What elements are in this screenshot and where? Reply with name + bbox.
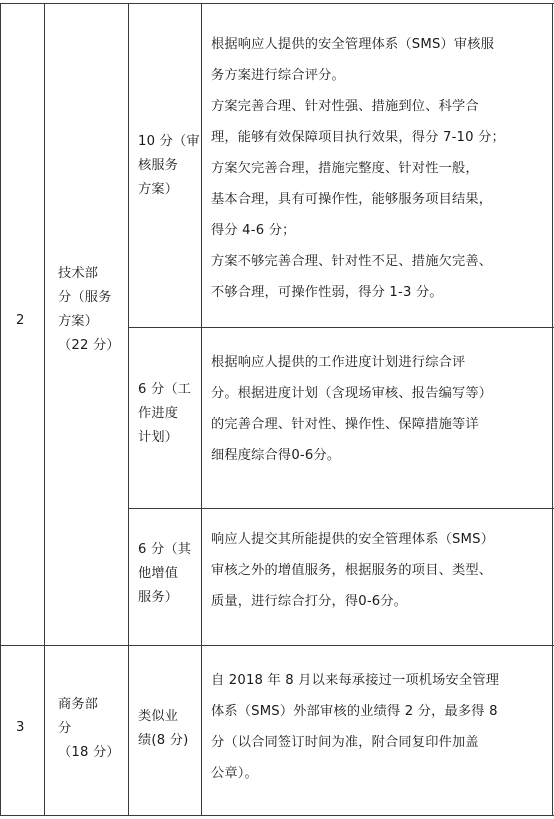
category-line: 分（服务 [58,290,112,305]
criteria-line: 的完善合理、针对性、操作性、保障措施等详 [211,417,479,432]
row-number [16,313,25,328]
criteria-cell [211,347,492,471]
rule-col-3 [201,3,202,816]
rule-left [0,3,1,816]
category-line: 技术部 [58,266,99,281]
criteria-line: 根据响应人提供的工作进度计划进行综合评 [211,355,466,370]
row-number-text: 2 [16,313,25,328]
rule-right [552,3,553,816]
row-number-text: 3 [16,720,25,735]
criteria-line: 方案欠完善合理，措施完整度、针对性一般， [211,161,479,176]
criteria-line: 自 2018 年 8 月以来每承接过一项机场安全管理 [211,673,500,688]
rule-bottom [0,815,554,816]
score-line: 6 分（其 [138,542,192,557]
rule-item-1-bottom [128,327,554,328]
criteria-line: 务方案进行综合评分。 [211,68,345,83]
criteria-cell [211,665,499,789]
rule-top [0,3,554,4]
score-cell [138,538,191,610]
score-line: 他增值 [138,566,179,581]
score-line: 方案） [138,182,179,197]
score-line: 服务） [138,590,179,605]
category-line: 商务部 [58,697,99,712]
rule-col-1 [44,3,45,816]
criteria-line: 体系（SMS）外部审核的业绩得 2 分，最多得 8 [211,704,498,719]
criteria-line: 方案不够完善合理、针对性不足、措施欠完善、 [211,254,493,269]
score-cell [138,378,191,450]
category-line: （18 分） [58,745,120,760]
category-cell [58,262,120,358]
criteria-cell [211,524,494,617]
criteria-cell [211,29,505,308]
criteria-line: 根据响应人提供的安全管理体系（SMS）审核服 [211,37,495,52]
score-cell [138,705,188,753]
criteria-line: 细程度综合得0-6分。 [211,448,341,463]
score-line: 类似业 [138,709,179,724]
score-line: 核服务 [138,158,179,173]
criteria-line: 得分 4-6 分； [211,223,296,238]
criteria-line: 分。根据进度计划（含现场审核、报告编写等） [211,386,493,401]
score-line: 10 分（审 [138,134,200,149]
score-line: 绩(8 分) [138,733,189,748]
category-line: 分 [58,721,72,736]
criteria-line: 分（以合同签订时间为准，附合同复印件加盖 [211,735,479,750]
score-line: 6 分（工 [138,382,192,397]
rule-col-2 [128,3,129,816]
criteria-line: 质量，进行综合打分，得0-6分。 [211,594,408,609]
row-number [16,720,25,735]
criteria-line: 方案完善合理、针对性强、措施到位、科学合 [211,99,479,114]
criteria-line: 不够合理，可操作性弱，得分 1-3 分。 [211,285,443,300]
category-line: 方案） [58,314,99,329]
category-line: （22 分） [58,338,120,353]
criteria-line: 公章）。 [211,766,258,781]
score-cell [138,130,200,202]
category-cell [58,693,120,765]
criteria-line: 响应人提交其所能提供的安全管理体系（SMS） [211,532,495,547]
rule-row-2-bottom [0,645,554,646]
score-line: 作进度 [138,406,179,421]
rule-item-2-bottom [128,508,554,509]
criteria-line: 基本合理，具有可操作性，能够服务项目结果， [211,192,493,207]
criteria-line: 理，能够有效保障项目执行效果，得分 7-10 分； [211,130,505,145]
score-line: 计划） [138,430,179,445]
criteria-line: 审核之外的增值服务，根据服务的项目、类型、 [211,563,493,578]
